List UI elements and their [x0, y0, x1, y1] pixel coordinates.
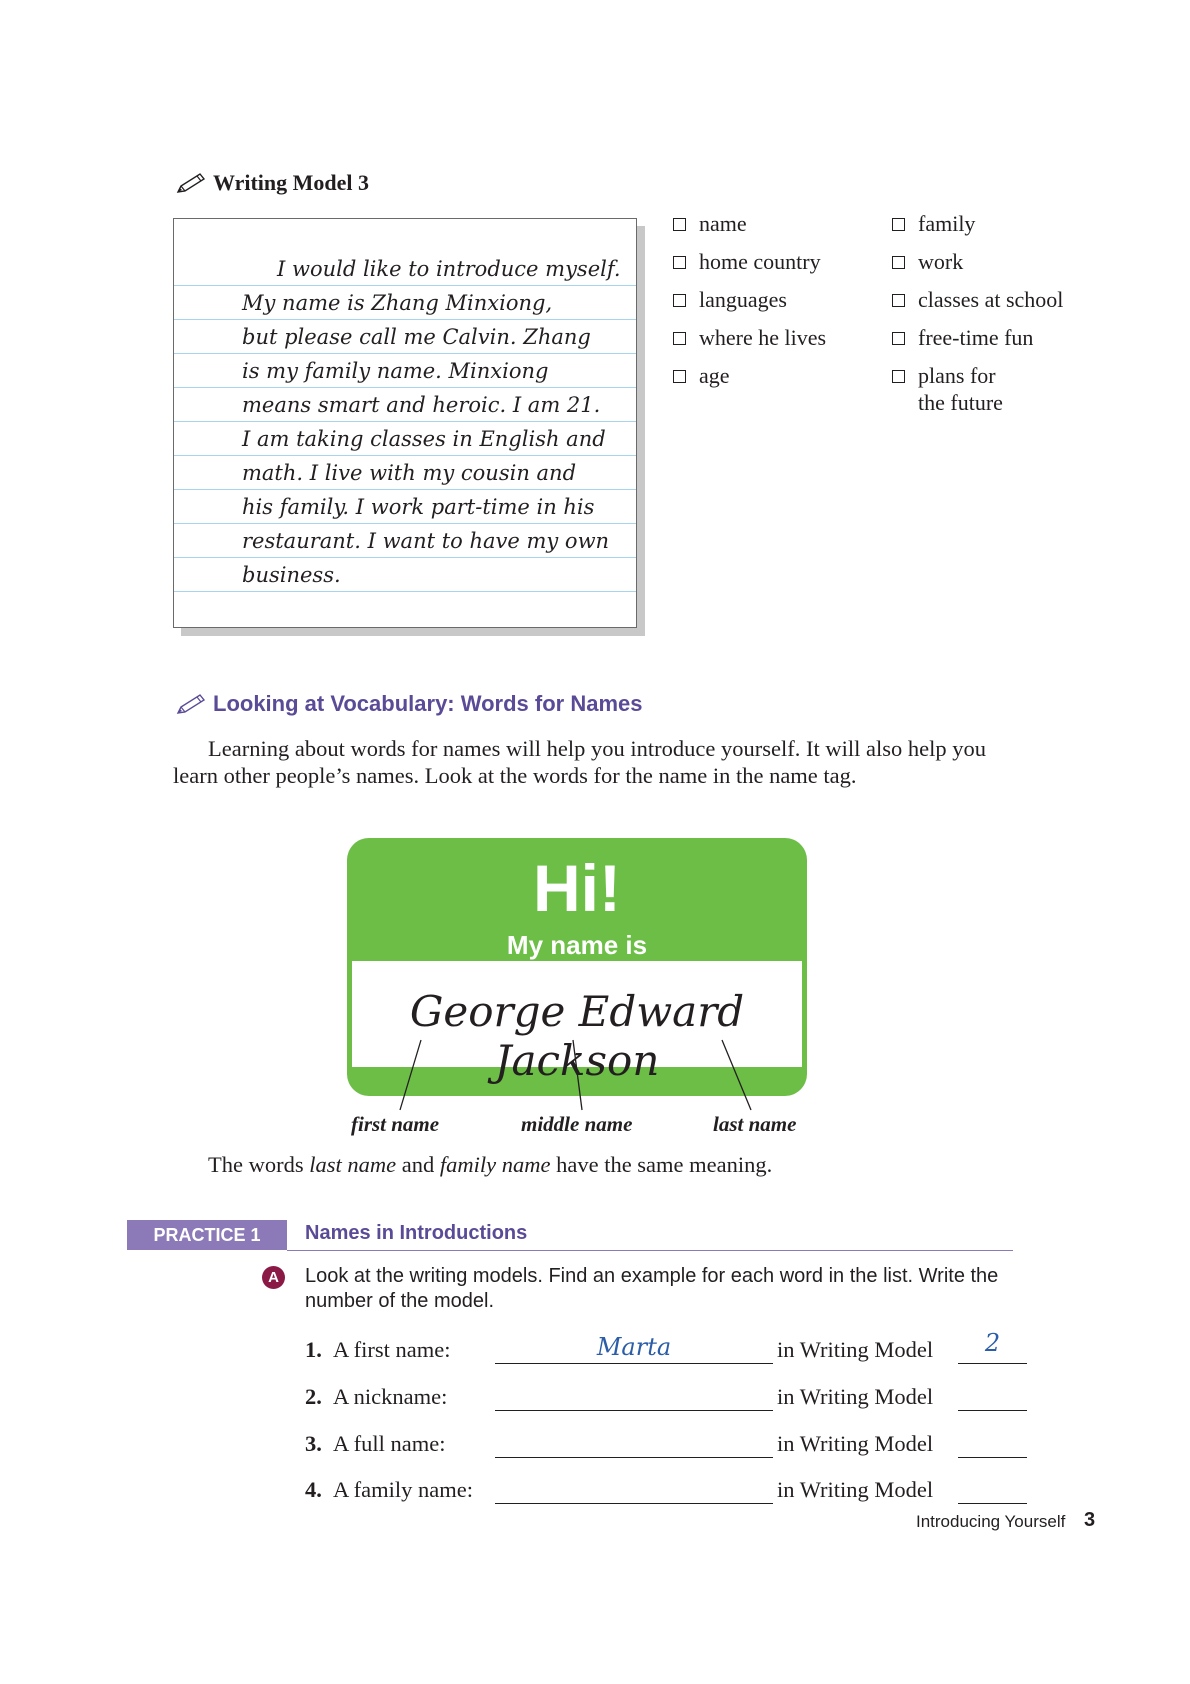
checkbox[interactable] [892, 294, 905, 307]
notebook-paper [173, 218, 637, 628]
writing-model-heading [175, 170, 369, 196]
checkbox[interactable] [673, 218, 686, 231]
ruled-line [174, 489, 636, 490]
handwritten-line: I am taking classes in English and [242, 427, 606, 451]
checklist-item[interactable]: name [673, 210, 747, 237]
footer-chapter-title: Introducing Yourself [916, 1512, 1066, 1531]
checklist-item[interactable]: where he lives [673, 324, 826, 351]
pencil-icon [175, 171, 207, 195]
checklist-item[interactable]: home country [673, 248, 821, 275]
model-number-blank[interactable] [958, 1410, 1027, 1411]
handwritten-line: restaurant. I want to have my own [242, 529, 610, 553]
checklist-item[interactable]: plans for the future [892, 362, 1003, 416]
exercise-row: 4. A family name: in Writing Model [305, 1477, 1025, 1511]
ruled-line [174, 455, 636, 456]
checkbox[interactable] [673, 332, 686, 345]
checkbox[interactable] [892, 218, 905, 231]
ruled-line [174, 591, 636, 592]
practice-badge: PRACTICE 1 [127, 1220, 287, 1250]
ruled-line [174, 557, 636, 558]
checkbox[interactable] [673, 256, 686, 269]
caption-first-name: first name [351, 1112, 440, 1136]
handwritten-line: math. I live with my cousin and [242, 461, 577, 485]
handwritten-line: his family. I work part-time in his [242, 495, 595, 519]
step-marker: A [262, 1266, 285, 1289]
meaning-note: The words last name and family name have the same meaning. [208, 1152, 773, 1177]
caption-middle-name: middle name [521, 1112, 633, 1136]
practice-divider [287, 1250, 1013, 1251]
practice-instruction: Look at the writing models. Find an example for each word in the list. Write the number of the model. [305, 1265, 999, 1312]
answer-blank[interactable] [495, 1457, 773, 1458]
checkbox[interactable] [673, 294, 686, 307]
checklist-item[interactable]: free-time fun [892, 324, 1033, 351]
answer-blank[interactable] [495, 1503, 773, 1504]
model-number-blank[interactable] [958, 1363, 1027, 1364]
practice-title: Names in Introductions [305, 1222, 528, 1244]
handwritten-line: means smart and heroic. I am 21. [242, 393, 601, 417]
handwritten-line: but please call me Calvin. Zhang [242, 325, 591, 349]
checklist-item[interactable]: classes at school [892, 286, 1063, 313]
first-name-pointer [400, 1040, 421, 1110]
ruled-line [174, 421, 636, 422]
name-tag-subtitle: My name is [506, 930, 648, 960]
handwritten-line: My name is Zhang Minxiong, [242, 291, 553, 315]
vocabulary-heading [175, 691, 642, 717]
exercise-row: 2. A nickname: in Writing Model [305, 1384, 1025, 1418]
model-number-blank[interactable] [958, 1457, 1027, 1458]
writing-model-title: Writing Model 3 [213, 170, 370, 195]
checklist-item[interactable]: languages [673, 286, 787, 313]
answer-blank[interactable] [495, 1410, 773, 1411]
checkbox[interactable] [673, 370, 686, 383]
handwritten-line: I would like to introduce myself. [277, 257, 621, 281]
pointer-lines [347, 1030, 807, 1115]
checkbox[interactable] [892, 256, 905, 269]
name-tag-signature: George Edward Jackson [409, 987, 745, 1085]
handwritten-line: business. [242, 563, 341, 587]
last-name-pointer [722, 1040, 751, 1110]
checklist-item[interactable]: work [892, 248, 963, 275]
checklist-item[interactable]: age [673, 362, 730, 389]
page-number: 3 [1084, 1509, 1096, 1531]
name-tag-greeting: Hi! [533, 851, 621, 925]
ruled-line [174, 353, 636, 354]
checkbox[interactable] [892, 332, 905, 345]
exercise-row: 1. A first name: Marta in Writing Model 2 [305, 1337, 1025, 1371]
handwritten-model-number: 2 [984, 1329, 1001, 1357]
handwritten-answer: Marta [596, 1333, 672, 1361]
caption-last-name: last name [713, 1112, 797, 1136]
ruled-line [174, 285, 636, 286]
handwritten-line: is my family name. Minxiong [242, 359, 549, 383]
answer-blank[interactable] [495, 1363, 773, 1364]
middle-name-pointer [573, 1040, 582, 1110]
ruled-line [174, 523, 636, 524]
checklist-item[interactable]: family [892, 210, 975, 237]
model-number-blank[interactable] [958, 1503, 1027, 1504]
ruled-line [174, 319, 636, 320]
pencil-icon [175, 692, 207, 716]
exercise-row: 3. A full name: in Writing Model [305, 1431, 1025, 1465]
ruled-line [174, 387, 636, 388]
vocabulary-title: Looking at Vocabulary: Words for Names [213, 691, 643, 716]
vocabulary-paragraph: Learning about words for names will help you introduce yourself. It will also help you learn other people’s names. Look at the words for the name in the name tag. [173, 736, 986, 788]
checkbox[interactable] [892, 370, 905, 383]
